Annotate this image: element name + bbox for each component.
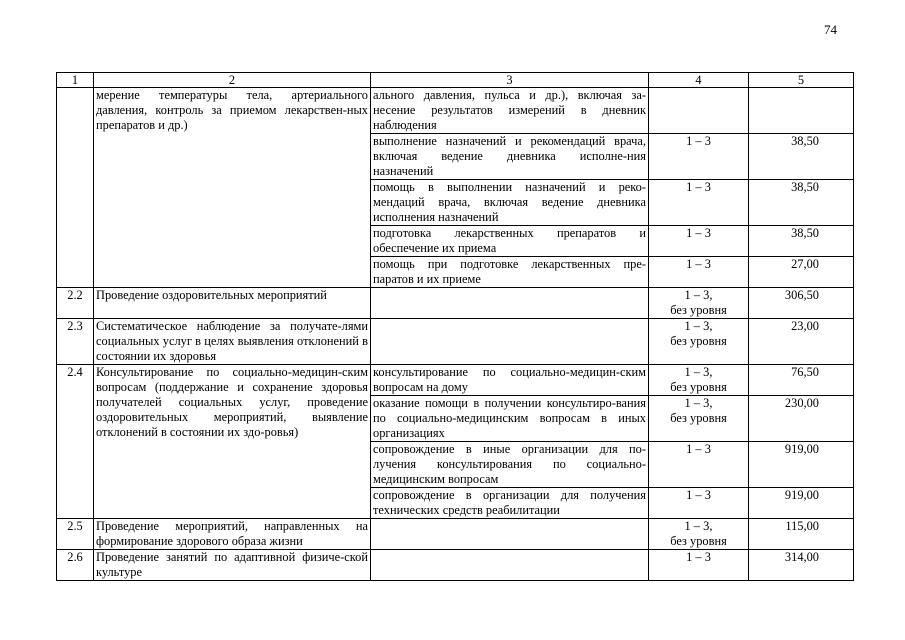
level: 1 – 3, без уровня — [649, 288, 749, 319]
service-detail: подготовка лекарственных препаратов и обеспечение их приема — [371, 226, 649, 257]
header-col-3: 3 — [371, 73, 649, 88]
price: 38,50 — [749, 226, 854, 257]
price: 115,00 — [749, 519, 854, 550]
level: 1 – 3 — [649, 134, 749, 180]
price: 27,00 — [749, 257, 854, 288]
table-header — [57, 73, 854, 88]
level: 1 – 3, без уровня — [649, 519, 749, 550]
row-number: 2.6 — [57, 550, 94, 581]
services-table — [56, 72, 854, 581]
row-number — [57, 88, 94, 288]
level: 1 – 3 — [649, 226, 749, 257]
service-detail: оказание помощи в получении консультиро-вания по социально-медицинским вопросам в иных организациях — [371, 396, 649, 442]
service-detail: сопровождение в иные организации для по-лучения консультирования по социально-медицинским вопросам — [371, 442, 649, 488]
service-detail: помощь при подготовке лекарственных пре-паратов и их приеме — [371, 257, 649, 288]
price: 23,00 — [749, 319, 854, 365]
service-detail — [371, 519, 649, 550]
level: 1 – 3 — [649, 257, 749, 288]
table-row — [57, 288, 854, 319]
service-detail: ального давления, пульса и др.), включая за-несение результатов измерений в дневник наблюдения — [371, 88, 649, 134]
price: 306,50 — [749, 288, 854, 319]
row-number: 2.3 — [57, 319, 94, 365]
table-row — [57, 365, 854, 396]
header-row — [57, 73, 854, 88]
level: 1 – 3 — [649, 180, 749, 226]
level — [649, 88, 749, 134]
header-col-1: 1 — [57, 73, 94, 88]
level: 1 – 3 — [649, 550, 749, 581]
service-detail: выполнение назначений и рекомендаций врача, включая ведение дневника исполне-ния назначений — [371, 134, 649, 180]
service-name: мерение температуры тела, артериального давления, контроль за приемом лекарствен-ных препаратов и др.) — [94, 88, 371, 288]
table-row — [57, 519, 854, 550]
price: 38,50 — [749, 180, 854, 226]
price: 76,50 — [749, 365, 854, 396]
service-detail — [371, 288, 649, 319]
service-detail: сопровождение в организации для получения технических средств реабилитации — [371, 488, 649, 519]
price: 919,00 — [749, 488, 854, 519]
price: 38,50 — [749, 134, 854, 180]
row-number: 2.4 — [57, 365, 94, 519]
price — [749, 88, 854, 134]
level: 1 – 3 — [649, 488, 749, 519]
level: 1 – 3, без уровня — [649, 365, 749, 396]
table-row — [57, 88, 854, 134]
level: 1 – 3, без уровня — [649, 396, 749, 442]
service-detail: консультирование по социально-медицин-ским вопросам на дому — [371, 365, 649, 396]
table-row — [57, 550, 854, 581]
header-col-5: 5 — [749, 73, 854, 88]
page-number: 74 — [824, 22, 837, 37]
price: 919,00 — [749, 442, 854, 488]
service-name: Проведение занятий по адаптивной физиче-ской культуре — [94, 550, 371, 581]
price: 230,00 — [749, 396, 854, 442]
service-name: Проведение мероприятий, направленных на формирование здорового образа жизни — [94, 519, 371, 550]
header-col-2: 2 — [94, 73, 371, 88]
service-detail: помощь в выполнении назначений и реко-мендаций врача, включая ведение дневника исполнения назначений — [371, 180, 649, 226]
header-col-4: 4 — [649, 73, 749, 88]
service-detail — [371, 550, 649, 581]
table-body — [57, 88, 854, 581]
table-row — [57, 319, 854, 365]
price: 314,00 — [749, 550, 854, 581]
row-number: 2.2 — [57, 288, 94, 319]
row-number: 2.5 — [57, 519, 94, 550]
service-name: Проведение оздоровительных мероприятий — [94, 288, 371, 319]
service-detail — [371, 319, 649, 365]
service-name: Систематическое наблюдение за получате-лями социальных услуг в целях выявления отклонений в состоянии их здоровья — [94, 319, 371, 365]
service-name: Консультирование по социально-медицин-ским вопросам (поддержание и сохранение здоровья получателей социальных услуг, проведение оздоровительных мероприятий, выявление отклонений в состоянии их здо-ровья) — [94, 365, 371, 519]
level: 1 – 3 — [649, 442, 749, 488]
level: 1 – 3, без уровня — [649, 319, 749, 365]
